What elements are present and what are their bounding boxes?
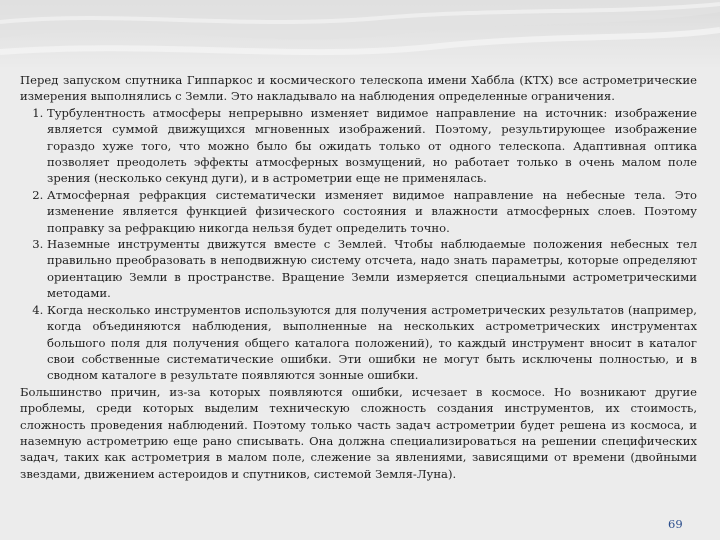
intro-paragraph: Перед запуском спутника Гиппаркос и космического телескопа имени Хаббла (КТХ) все астрометрические измерения выполнялись с Земли. Это накладывало на наблюдения определенные ограничения. [20, 73, 697, 104]
list-item: 1. Турбулентность атмосферы непрерывно изменяет видимое направление на источник: изображение является суммой движущихся мгновенных изображений. Поэтому, результирующее изображение гораздо хуже того, что можно было бы ожидать только от одного телескопа. Адаптивная оптика позволяет преодолеть эффекты атмосферных возмущений, но работает только в очень малом поле зрения (несколько секунд дуги), и в астрометрии еще не применялась. [47, 105, 697, 187]
page-number: 69 [668, 517, 683, 531]
list-item: 2. Атмосферная рефракция систематически изменяет видимое направление на небесные тела. Это изменение является функцией физического состояния и влажности атмосферных слоев. Поэтому поправку за рефракцию никогда нельзя будет определить точно. [47, 187, 697, 236]
list-item: 3. Наземные инструменты движутся вместе с Землей. Чтобы наблюдаемые положения небесных тел правильно преобразовать в неподвижную систему отсчета, надо знать параметры, которые определяют ориентацию Земли в пространстве. Вращение Земли измеряется специальными астрометрическими методами. [47, 236, 697, 302]
limitations-list [20, 105, 697, 384]
decorative-wave [0, 0, 720, 70]
slide-body [20, 72, 697, 482]
conclusion-paragraph: Большинство причин, из-за которых появляются ошибки, исчезает в космосе. Но возникают другие проблемы, среди которых выделим техническую сложность создания инструментов, их стоимость, сложность проведения наблюдений. Поэтому только часть задач астрометрии будет решена из космоса, и наземную астрометрию еще рано списывать. Она должна специализироваться на решении специфических задач, таких как астрометрия в малом поле, слежение за явлениями, зависящими от времени (двойными звездами, движением астероидов и спутников, системой Земля-Луна). [20, 384, 697, 481]
list-item: 4. Когда несколько инструментов используются для получения астрометрических результатов (например, когда объединяются наблюдения, выполненные на нескольких астрометрических инструментах большого поля для получения общего каталога положений), то каждый инструмент вносит в каталог свои собственные систематические ошибки. Эти ошибки не могут быть исключены полностью, и в сводном каталоге в результате появляются зонные ошибки. [47, 302, 697, 384]
